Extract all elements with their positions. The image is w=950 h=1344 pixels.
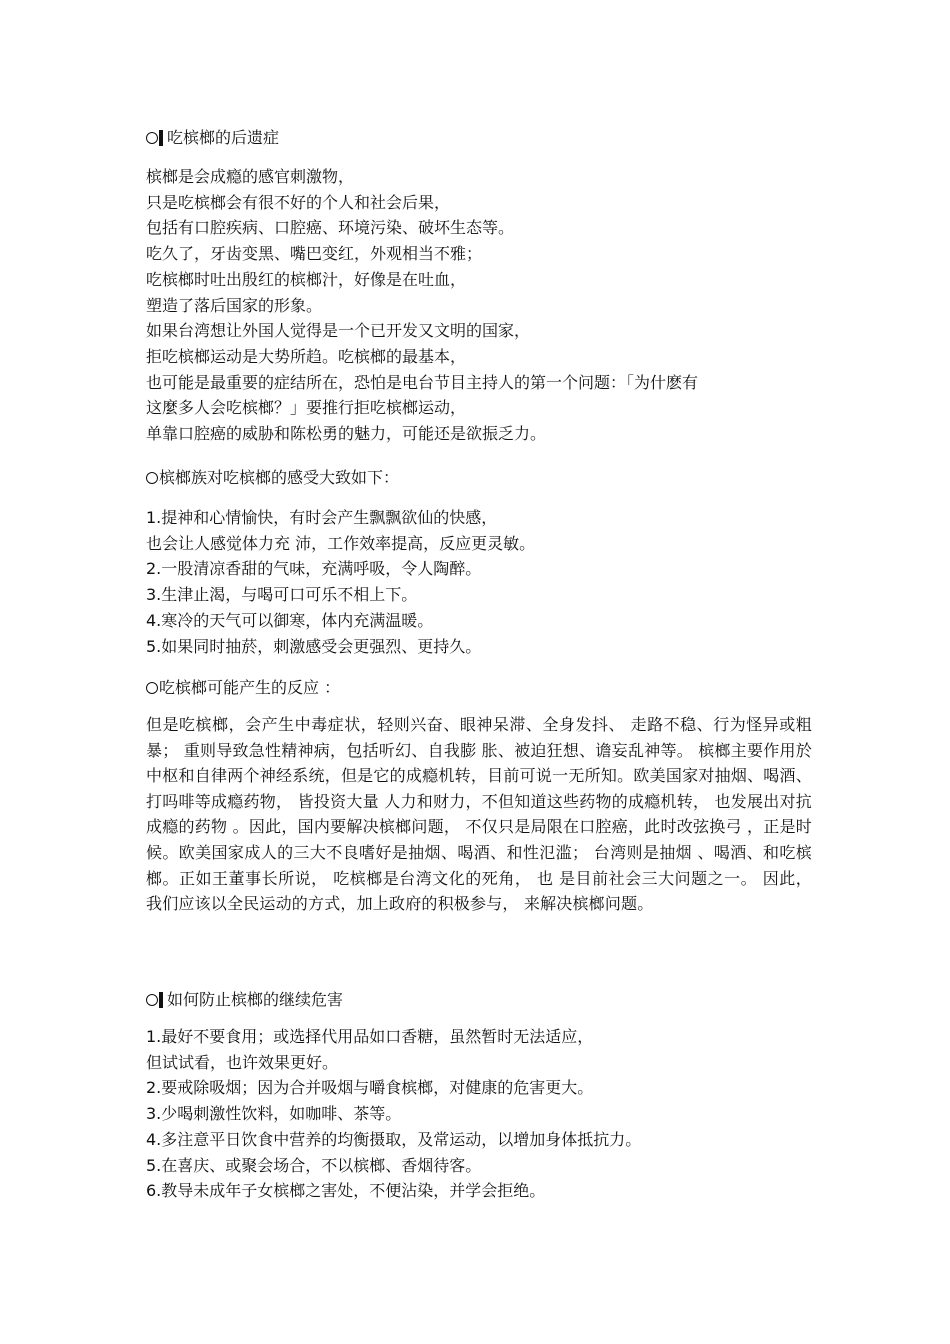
text-line: 如果台湾想让外国人觉得是一个已开发又文明的国家， (146, 321, 531, 341)
circle-bullet-icon (146, 682, 158, 694)
list-item: 4.多注意平日饮食中营养的均衡摄取，及常运动，以增加身体抵抗力。 (146, 1129, 642, 1149)
text-line: 也可能是最重要的症结所在，恐怕是电台节目主持人的第一个问题：「为什麽有 (146, 372, 699, 392)
list-item: 6.教导未成年子女槟榔之害处，不便沾染，并学会拒绝。 (146, 1181, 546, 1201)
section-heading-feelings (146, 466, 816, 490)
aftereffects-lines (146, 164, 816, 447)
text-line: 吃槟榔时吐出殷红的槟榔汁，好像是在吐血， (146, 269, 467, 289)
list-item: 但试试看，也许效果更好。 (146, 1052, 339, 1072)
section-heading-reactions (146, 676, 816, 700)
feelings-list (146, 505, 816, 659)
list-item: 5.在喜庆、或聚会场合，不以槟榔、香烟待客。 (146, 1155, 482, 1175)
reactions-paragraph: 但是吃槟榔，会产生中毒症状，轻则兴奋、眼神呆滞、全身发抖、 走路不稳、行为怪异或粗暴； 重则导致急性精神病，包括听幻、自我膨 胀、被迫狂想、谵妄乱神等。 槟榔主要作用於中枢和自律两个神经系统，但是它的成瘾机转，目前可说一无所知。欧美国家对抽烟、喝酒、打吗啡等成瘾药物， 皆投资大量 人力和财力，不但知道这些药物的成瘾机转， 也发展出对抗成瘾的药物 。因此，国内要解决槟榔问题， 不仅只是局限在口腔癌，此时改弦换弓 ，正是时候。欧美国家成人的三大不良嗜好是抽烟、喝酒、和性氾滥； 台湾则是抽烟 、喝酒、和吃槟榔。正如王董事长所说， 吃槟榔是台湾文化的死角， 也 是目前社会三大问题之一。 因此，我们应该以全民运动的方式，加上政府的积极参与， 来解决槟榔问题。 (146, 715, 812, 914)
text-line: 塑造了落后国家的形象。 (146, 295, 323, 315)
list-item: 2.一股清凉香甜的气味，充满呼吸，令人陶醉。 (146, 559, 482, 579)
text-line: 吃久了，牙齿变黑、嘴巴变红，外观相当不雅； (146, 244, 483, 264)
prevention-list (146, 1024, 816, 1204)
heading-text: 吃槟榔可能产生的反应 ： (159, 678, 341, 697)
text-line: 只是吃槟榔会有很不好的个人和社会后果， (146, 192, 451, 212)
list-item: 5.如果同时抽菸，刺激感受会更强烈、更持久。 (146, 636, 482, 656)
bar-marker-icon (159, 130, 163, 146)
text-line: 单靠口腔癌的威胁和陈松勇的魅力，可能还是欲振乏力。 (146, 424, 547, 444)
bar-marker-icon (159, 992, 163, 1008)
list-item: 4.寒冷的天气可以御寒，体内充满温暖。 (146, 610, 434, 630)
list-item: 3.生津止渴，与喝可口可乐不相上下。 (146, 585, 418, 605)
list-item: 也会让人感觉体力充 沛，工作效率提高，反应更灵敏。 (146, 533, 536, 553)
heading-text: 如何防止槟榔的继续危害 (167, 990, 344, 1009)
list-item: 1.最好不要食用；或选择代用品如口香糖，虽然暂时无法适应， (146, 1027, 594, 1046)
section-heading-prevention (146, 988, 816, 1012)
text-line: 拒吃槟榔运动是大势所趋。吃槟榔的最基本， (146, 346, 467, 366)
circle-bullet-icon (146, 994, 158, 1006)
heading-text: 吃槟榔的后遗症 (167, 128, 280, 147)
circle-bullet-icon (146, 132, 158, 144)
text-line: 槟榔是会成瘾的感官刺激物， (146, 167, 355, 186)
list-item: 1.提神和心情愉快，有时会产生飘飘欲仙的快感， (146, 508, 498, 527)
text-line: 包括有口腔疾病、口腔癌、环境污染、破坏生态等。 (146, 218, 515, 238)
list-item: 3.少喝刺激性饮料，如咖啡、茶等。 (146, 1104, 402, 1124)
circle-bullet-icon (146, 472, 158, 484)
section-heading-aftereffects (146, 126, 816, 150)
heading-text: 槟榔族对吃槟榔的感受大致如下： (159, 468, 400, 487)
list-item: 2.要戒除吸烟；因为合并吸烟与嚼食槟榔，对健康的危害更大。 (146, 1078, 594, 1098)
text-line: 这麼多人会吃槟榔？」要推行拒吃槟榔运动， (146, 398, 467, 418)
